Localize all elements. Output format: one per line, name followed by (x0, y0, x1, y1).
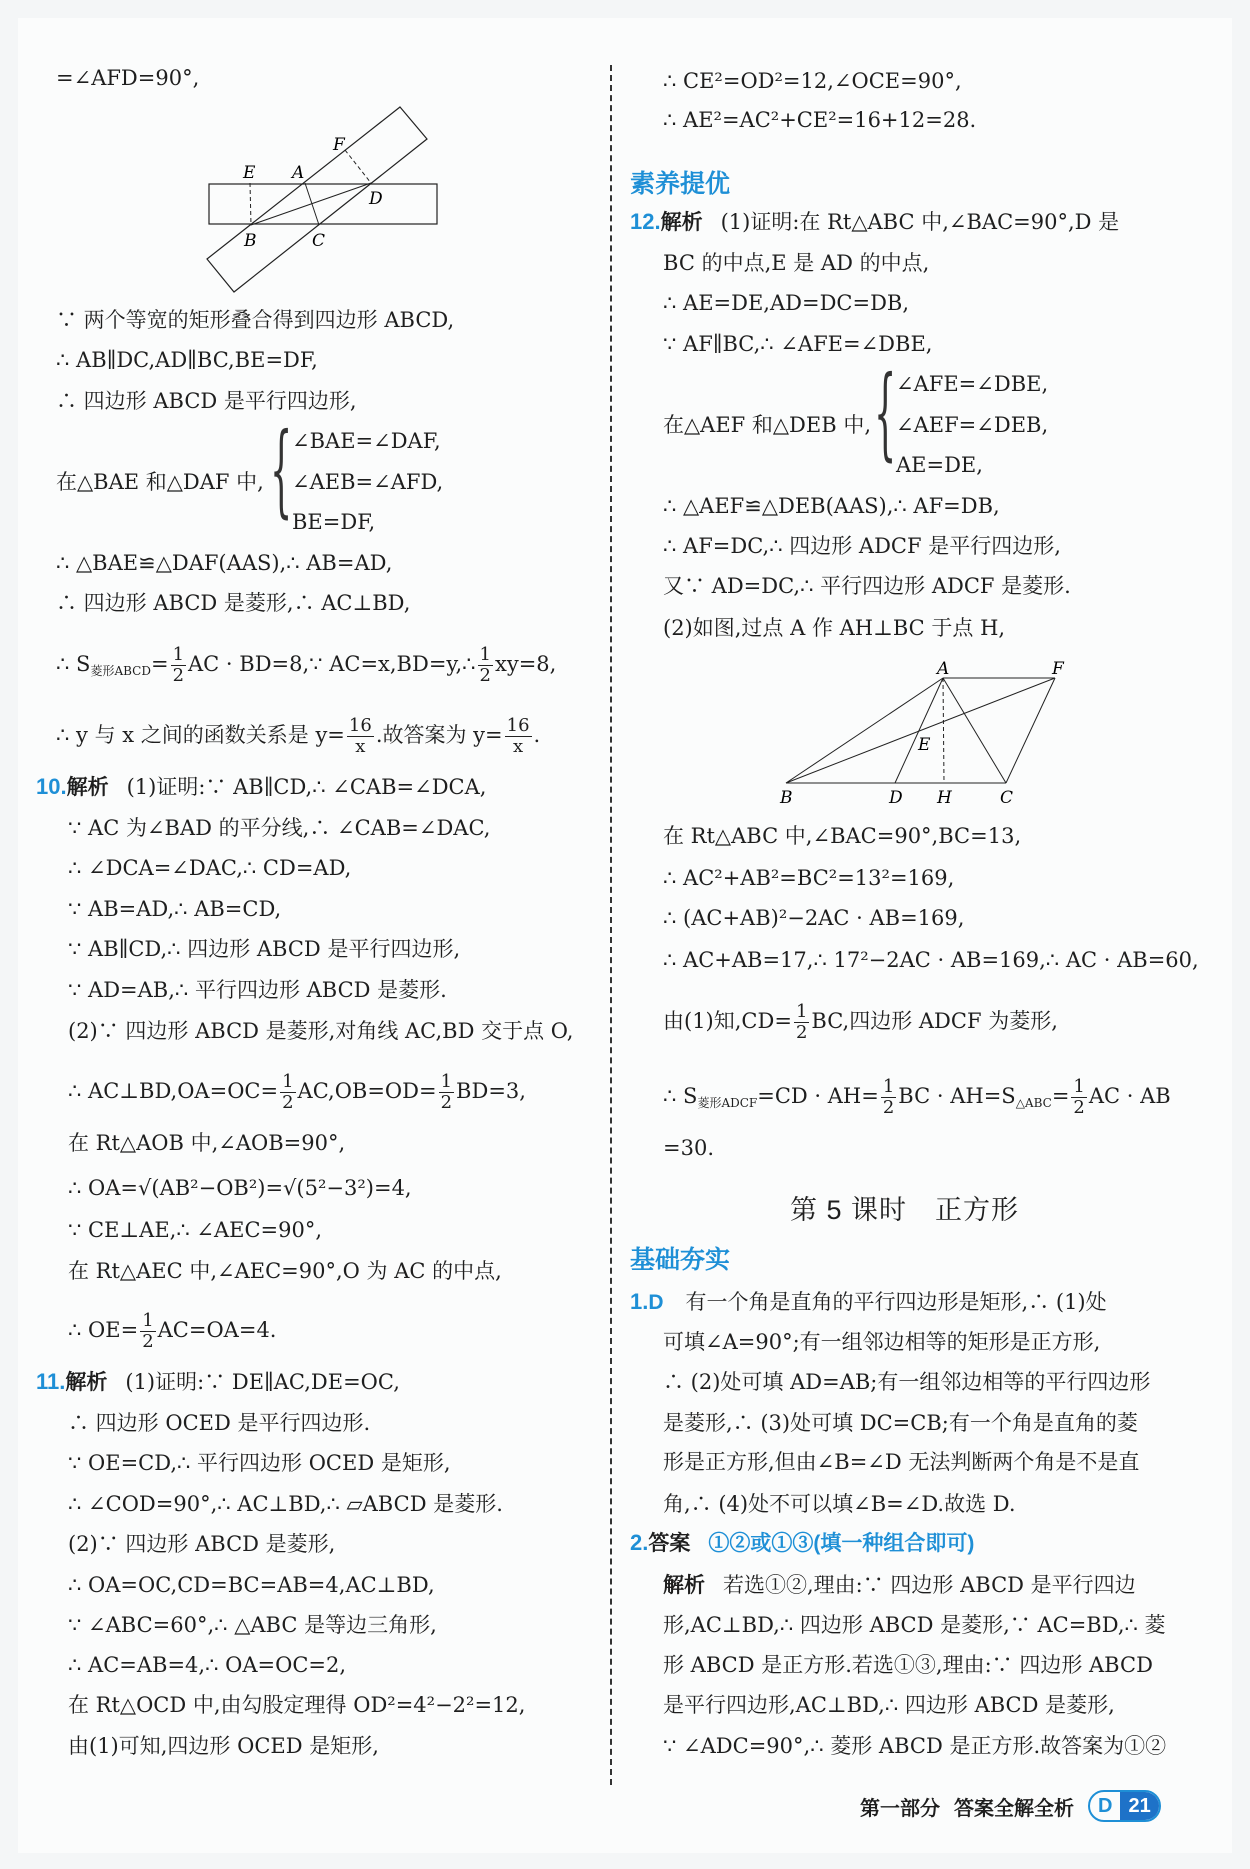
text-line: AE=DE, (896, 453, 983, 477)
label-a: A (292, 163, 305, 183)
overlapping-rectangles-figure (190, 100, 450, 300)
label-f: F (333, 135, 345, 155)
label-f: F (1052, 659, 1064, 679)
text-line (56, 645, 556, 686)
text: . (533, 723, 541, 747)
text-line: =∠AFD=90°, (56, 66, 200, 90)
text-line: ∵ AB∥CD,∴ 四边形 ABCD 是平行四边形, (68, 937, 461, 961)
section-heading: 素养提优 (630, 170, 731, 198)
label-b: B (780, 788, 793, 808)
text-line: 在 Rt△OCD 中,由勾股定理得 OD²=4²−2²=12, (68, 1693, 526, 1717)
text-line (56, 716, 540, 757)
text-line: (2)如图,过点 A 作 AH⊥BC 于点 H, (663, 616, 1006, 640)
text-line: 形是正方形,但由∠B=∠D 无法判断两个角是不是直 (663, 1450, 1140, 1474)
label-h: H (937, 788, 952, 808)
fraction: $\frac{16}{x}$ (348, 715, 372, 757)
page-footer (860, 1790, 1161, 1822)
question-11-header: 11.解析 (1)证明:∵ DE∥AC,DE=OC, (36, 1369, 400, 1394)
text-line: 形,AC⊥BD,∴ 四边形 ABCD 是菱形,∵ AC=BD,∴ 菱 (663, 1613, 1166, 1637)
text-line: (2)∵ 四边形 ABCD 是菱形,对角线 AC,BD 交于点 O, (68, 1019, 574, 1043)
text-line: ∵ AD=AB,∴ 平行四边形 ABCD 是菱形. (68, 978, 447, 1002)
text-line: 又∵ AD=DC,∴ 平行四边形 ADCF 是菱形. (663, 574, 1071, 598)
text-line: ∵ AB=AD,∴ AB=CD, (68, 897, 282, 921)
text-line: 在△BAE 和△DAF 中, (56, 470, 264, 494)
page-badge: D 21 (1088, 1790, 1161, 1822)
text-line: ∠AEF=∠DEB, (896, 413, 1049, 437)
question-2-header: 2.答案 ①②或①③(填一种组合即可) (630, 1530, 975, 1555)
text-line: 由(1)可知,四边形 OCED 是矩形, (68, 1734, 379, 1758)
text-line: =30. (663, 1136, 714, 1160)
text-line: 在 Rt△AOB 中,∠AOB=90°, (68, 1131, 346, 1155)
triangle-rhombus-figure (770, 655, 1070, 815)
text-line: ∴ ∠DCA=∠DAC,∴ CD=AD, (68, 856, 352, 880)
text-line: ∴ OA=√(AB²−OB²)=√(5²−3²)=4, (68, 1176, 412, 1200)
brace: { (270, 411, 293, 528)
text-line: ∴ AC+AB=17,∴ 17²−2AC · AB=169,∴ AC · AB=60, (663, 948, 1199, 972)
brace: { (874, 354, 897, 471)
text-line: 是平行四边形,AC⊥BD,∴ 四边形 ABCD 是菱形, (663, 1693, 1115, 1717)
label-b: B (244, 231, 257, 251)
text-line: ∵ ∠ABC=60°,∴ △ABC 是等边三角形, (68, 1613, 437, 1637)
text: ∴ S (56, 652, 91, 676)
footer-label: 答案全解全析 (954, 1797, 1074, 1820)
text-line: (2)∵ 四边形 ABCD 是菱形, (68, 1532, 336, 1556)
text-line: ∴ ∠COD=90°,∴ AC⊥BD,∴ ▱ABCD 是菱形. (68, 1492, 503, 1516)
text-line: ∠AFE=∠DBE, (896, 372, 1049, 396)
text-line: 解析 若选①②,理由:∵ 四边形 ABCD 是平行四边 (663, 1573, 1136, 1597)
section-heading: 基础夯实 (630, 1246, 731, 1274)
text-line: ∵ AF∥BC,∴ ∠AFE=∠DBE, (663, 332, 933, 356)
text-line: ∴ 四边形 OCED 是平行四边形. (68, 1411, 371, 1435)
text-line: ∵ OE=CD,∴ 平行四边形 OCED 是矩形, (68, 1451, 451, 1475)
fraction: $\frac{1}{2}$ (172, 644, 185, 686)
text-line: ∴ (AC+AB)²−2AC · AB=169, (663, 906, 965, 930)
text-line: 由(1)知,CD= $\frac{1}{2}$ BC,四边形 ADCF 为菱形, (663, 1001, 1058, 1043)
question-12-header: 12.解析 (1)证明:在 Rt△ABC 中,∠BAC=90°,D 是 (630, 209, 1120, 234)
text-line: ∴ AE=DE,AD=DC=DB, (663, 291, 910, 315)
subscript: 菱形ABCD (90, 664, 151, 678)
text-line: BC 的中点,E 是 AD 的中点, (663, 251, 930, 275)
text-line: ∴ AC⊥BD,OA=OC= $\frac{1}{2}$ AC,OB=OD= $\frac{1}{2}$ BD=3, (68, 1071, 526, 1113)
text-line: ∴ OE= $\frac{1}{2}$ AC=OA=4. (68, 1310, 277, 1352)
question-1-header: 1.D 有一个角是直角的平行四边形是矩形,∴ (1)处 (630, 1289, 1107, 1314)
label-e: E (918, 735, 931, 755)
text-line: ∴ 四边形 ABCD 是菱形,∴ AC⊥BD, (56, 591, 411, 615)
text-line: ∵ 两个等宽的矩形叠合得到四边形 ABCD, (56, 308, 455, 332)
text-line: ∴ OA=OC,CD=BC=AB=4,AC⊥BD, (68, 1573, 435, 1597)
text-line: 在 Rt△ABC 中,∠BAC=90°,BC=13, (663, 824, 1022, 848)
label-c: C (312, 231, 326, 251)
text: .故答案为 y= (375, 723, 503, 747)
text-line: 形 ABCD 是正方形.若选①③,理由:∵ 四边形 ABCD (663, 1653, 1153, 1677)
text: ∴ y 与 x 之间的函数关系是 y= (56, 723, 345, 747)
text-line: ∴ △BAE≌△DAF(AAS),∴ AB=AD, (56, 551, 393, 575)
text-line: 在 Rt△AEC 中,∠AEC=90°,O 为 AC 的中点, (68, 1259, 502, 1283)
text-line: ∴ AE²=AC²+CE²=16+12=28. (663, 108, 977, 132)
page-number: 21 (1120, 1792, 1158, 1820)
label-c: C (1000, 788, 1014, 808)
text-line: ∠BAE=∠DAF, (292, 429, 441, 453)
text-line: ∴ (2)处可填 AD=AB;有一组邻边相等的平行四边形 (663, 1370, 1151, 1394)
text-line: ∵ CE⊥AE,∴ ∠AEC=90°, (68, 1218, 323, 1242)
text-line: ∴ AF=DC,∴ 四边形 ADCF 是平行四边形, (663, 534, 1061, 558)
column-divider (610, 65, 612, 1785)
question-10-header: 10.解析 (1)证明:∵ AB∥CD,∴ ∠CAB=∠DCA, (36, 774, 487, 799)
fraction: $\frac{1}{2}$ (479, 644, 491, 686)
text: AC · BD=8,∵ AC=x,BD=y,∴ (188, 652, 476, 676)
text-line: ∠AEB=∠AFD, (292, 470, 444, 494)
text-line: ∴ AC²+AB²=BC²=13²=169, (663, 866, 955, 890)
text-line: ∴ CE²=OD²=12,∠OCE=90°, (663, 69, 962, 93)
text-line: 可填∠A=90°;有一组邻边相等的矩形是正方形, (663, 1330, 1101, 1354)
text-line: 在△AEF 和△DEB 中, (663, 413, 871, 437)
text-line: ∴ $S_{菱形ADCF}=CD \cdot AH=$ $\frac{1}{2}$ BC · $AH=S_{\triangle ABC}=$ $\frac{1}{2}$ AC · AB (663, 1076, 1171, 1118)
text-line: 是菱形,∴ (3)处可填 DC=CB;有一个角是直角的菱 (663, 1411, 1138, 1435)
text-line: BE=DF, (292, 510, 376, 534)
text-line: ∴ AC=AB=4,∴ OA=OC=2, (68, 1653, 347, 1677)
text-line: ∵ AC 为∠BAD 的平分线,∴ ∠CAB=∠DAC, (68, 816, 491, 840)
fraction: $\frac{16}{x}$ (506, 715, 530, 757)
text: xy=8, (495, 652, 557, 676)
lesson-title: 第 5 课时 正方形 (790, 1195, 1020, 1225)
label-e: E (243, 163, 256, 183)
label-a: A (937, 659, 950, 679)
label-d: D (889, 788, 903, 808)
text-line: ∴ △AEF≌△DEB(AAS),∴ AF=DB, (663, 494, 1000, 518)
footer-part: 第一部分 (860, 1797, 940, 1820)
text: = (150, 652, 169, 676)
text-line: ∴ 四边形 ABCD 是平行四边形, (56, 389, 357, 413)
text-line: ∴ AB∥DC,AD∥BC,BE=DF, (56, 348, 318, 372)
text-line: ∵ ∠ADC=90°,∴ 菱形 ABCD 是正方形.故答案为①② (663, 1734, 1167, 1758)
text-line: 角,∴ (4)处不可以填∠B=∠D.故选 D. (663, 1492, 1016, 1516)
label-d: D (369, 189, 383, 209)
